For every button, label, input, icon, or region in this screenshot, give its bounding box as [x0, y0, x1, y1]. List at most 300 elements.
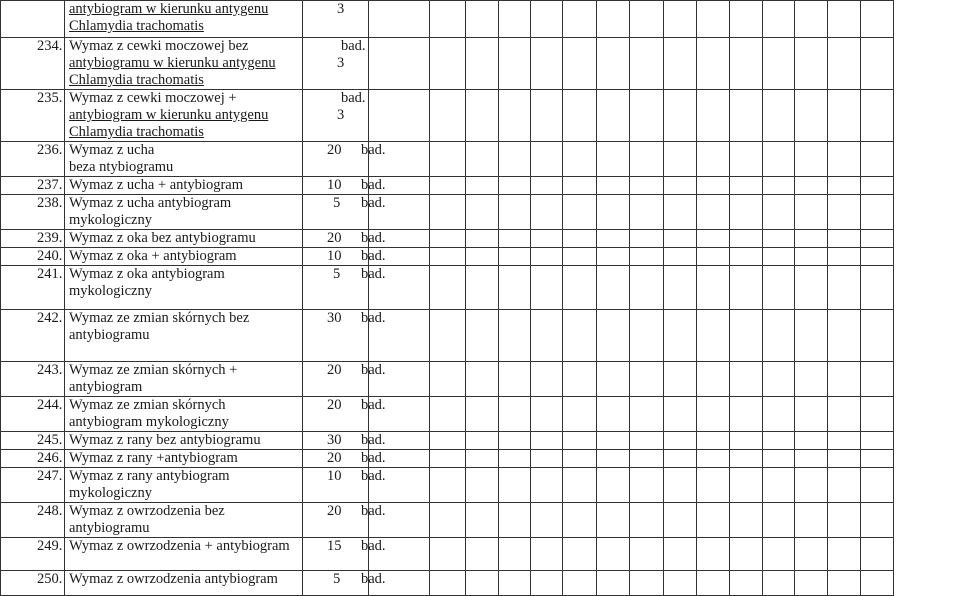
empty-cell [697, 177, 730, 195]
empty-cell [597, 195, 630, 230]
row-number: 247. [1, 468, 65, 503]
empty-cell [466, 432, 499, 450]
empty-cell [499, 432, 531, 450]
empty-cell [531, 177, 563, 195]
empty-cell [466, 397, 499, 432]
empty-cell [697, 230, 730, 248]
empty-cell [531, 90, 563, 142]
description-line: Wymaz z rany antybiogram [69, 468, 230, 484]
empty-cell [563, 90, 597, 142]
empty-cell [430, 468, 466, 503]
description-line: Wymaz z ucha [69, 142, 155, 158]
empty-cell [697, 503, 730, 538]
empty-cell [795, 195, 828, 230]
row-number: 244. [1, 397, 65, 432]
quantity-cell [303, 432, 369, 450]
empty-cell [795, 38, 828, 90]
table-row [1, 468, 894, 503]
empty-cell [531, 266, 563, 310]
empty-cell [861, 468, 894, 503]
empty-cell [531, 1, 563, 38]
unit-cell [361, 142, 430, 177]
quantity-value: 20 [327, 142, 342, 158]
row-number: 246. [1, 450, 65, 468]
unit-value: bad. [361, 266, 386, 282]
empty-cell [763, 450, 795, 468]
description-line: Wymaz ze zmian skórnych [69, 397, 226, 413]
empty-cell [430, 503, 466, 538]
quantity-cell [303, 310, 369, 362]
row-number: 243. [1, 362, 65, 397]
description-line: Wymaz z ucha antybiogram [69, 195, 232, 211]
quantity-value: 10 [327, 468, 342, 484]
description-line: Chlamydia trachomatis [69, 124, 204, 140]
empty-cell [499, 468, 531, 503]
empty-cell [861, 397, 894, 432]
empty-cell [828, 468, 861, 503]
unit-value: bad. [361, 310, 386, 326]
empty-cell [730, 310, 763, 362]
empty-cell [531, 450, 563, 468]
empty-cell [499, 266, 531, 310]
description-line: mykologiczny [69, 212, 152, 228]
empty-cell [763, 38, 795, 90]
empty-cell [630, 142, 664, 177]
empty-cell [730, 266, 763, 310]
description-line: Wymaz z oka bez antybiogramu [69, 230, 256, 246]
empty-cell [563, 195, 597, 230]
empty-cell [861, 142, 894, 177]
empty-cell [430, 432, 466, 450]
quantity-cell [303, 468, 369, 503]
empty-cell [597, 142, 630, 177]
empty-cell [531, 538, 563, 571]
row-number: 242. [1, 310, 65, 362]
empty-cell [730, 195, 763, 230]
empty-cell [763, 1, 795, 38]
empty-cell [630, 195, 664, 230]
empty-cell [763, 230, 795, 248]
empty-cell [763, 571, 795, 596]
description-line: mykologiczny [69, 283, 152, 299]
empty-cell [795, 468, 828, 503]
quantity-value: 3 [337, 55, 345, 71]
unit-value: bad. [341, 38, 366, 54]
empty-cell [664, 177, 697, 195]
unit-cell [369, 1, 430, 38]
row-number: 240. [1, 248, 65, 266]
empty-cell [563, 38, 597, 90]
unit-cell [361, 397, 430, 432]
empty-cell [861, 248, 894, 266]
empty-cell [563, 503, 597, 538]
row-description [65, 503, 303, 538]
row-description [65, 230, 303, 248]
empty-cell [430, 142, 466, 177]
empty-cell [664, 362, 697, 397]
empty-cell [664, 432, 697, 450]
empty-cell [466, 38, 499, 90]
description-line: Wymaz z rany +antybiogram [69, 450, 238, 466]
quantity-value: 10 [327, 177, 342, 193]
table-row [1, 177, 894, 195]
row-number [1, 1, 65, 38]
empty-cell [697, 538, 730, 571]
empty-cell [466, 142, 499, 177]
empty-cell [795, 571, 828, 596]
empty-cell [697, 362, 730, 397]
row-description [65, 468, 303, 503]
empty-cell [466, 503, 499, 538]
empty-cell [730, 248, 763, 266]
row-description [65, 538, 303, 571]
empty-cell [499, 90, 531, 142]
empty-cell [630, 38, 664, 90]
empty-cell [499, 230, 531, 248]
description-line: antybiogramu [69, 327, 150, 343]
quantity-cell [303, 450, 369, 468]
empty-cell [597, 503, 630, 538]
empty-cell [430, 571, 466, 596]
row-description [65, 195, 303, 230]
unit-cell [361, 571, 430, 596]
empty-cell [499, 38, 531, 90]
empty-cell [828, 177, 861, 195]
unit-value: bad. [361, 362, 386, 378]
quantity-cell [303, 230, 369, 248]
empty-cell [828, 248, 861, 266]
description-line: antybiogram w kierunku antygenu [69, 1, 269, 17]
row-number: 250. [1, 571, 65, 596]
empty-cell [630, 397, 664, 432]
empty-cell [597, 90, 630, 142]
empty-cell [697, 1, 730, 38]
empty-cell [664, 248, 697, 266]
quantity-cell [303, 38, 369, 90]
empty-cell [597, 571, 630, 596]
quantity-cell [303, 538, 369, 571]
description-line: antybiogram mykologiczny [69, 414, 229, 430]
empty-cell [664, 397, 697, 432]
empty-cell [795, 310, 828, 362]
row-description [65, 248, 303, 266]
empty-cell [795, 248, 828, 266]
unit-cell [361, 230, 430, 248]
empty-cell [531, 362, 563, 397]
quantity-value: 10 [327, 248, 342, 264]
empty-cell [795, 450, 828, 468]
empty-cell [730, 1, 763, 38]
quantity-value: 5 [333, 195, 341, 211]
empty-cell [861, 230, 894, 248]
empty-cell [430, 177, 466, 195]
table-row [1, 362, 894, 397]
table-row [1, 538, 894, 571]
empty-cell [499, 538, 531, 571]
empty-cell [531, 503, 563, 538]
row-description [65, 266, 303, 310]
empty-cell [730, 503, 763, 538]
description-line: Wymaz ze zmian skórnych bez [69, 310, 250, 326]
empty-cell [828, 450, 861, 468]
empty-cell [466, 248, 499, 266]
empty-cell [630, 310, 664, 362]
empty-cell [861, 310, 894, 362]
unit-value: bad. [361, 397, 386, 413]
unit-value: bad. [361, 450, 386, 466]
empty-cell [861, 195, 894, 230]
quantity-cell [303, 362, 369, 397]
row-description [65, 397, 303, 432]
table-row [1, 248, 894, 266]
empty-cell [730, 397, 763, 432]
empty-cell [499, 142, 531, 177]
empty-cell [828, 571, 861, 596]
empty-cell [763, 90, 795, 142]
empty-cell [430, 1, 466, 38]
empty-cell [795, 432, 828, 450]
empty-cell [466, 571, 499, 596]
empty-cell [861, 538, 894, 571]
unit-cell [361, 538, 430, 571]
empty-cell [730, 432, 763, 450]
empty-cell [563, 450, 597, 468]
unit-value: bad. [361, 195, 386, 211]
empty-cell [763, 468, 795, 503]
empty-cell [795, 397, 828, 432]
empty-cell [861, 362, 894, 397]
empty-cell [430, 310, 466, 362]
empty-cell [597, 230, 630, 248]
quantity-cell [303, 397, 369, 432]
empty-cell [861, 90, 894, 142]
empty-cell [664, 538, 697, 571]
empty-cell [763, 142, 795, 177]
empty-cell [430, 248, 466, 266]
unit-value: bad. [361, 230, 386, 246]
empty-cell [531, 248, 563, 266]
empty-cell [563, 142, 597, 177]
empty-cell [499, 1, 531, 38]
row-description [65, 90, 303, 142]
empty-cell [466, 1, 499, 38]
table-row [1, 432, 894, 450]
empty-cell [664, 468, 697, 503]
row-number: 235. [1, 90, 65, 142]
empty-cell [466, 468, 499, 503]
empty-cell [763, 177, 795, 195]
unit-value: bad. [341, 90, 366, 106]
table-row [1, 450, 894, 468]
row-number: 236. [1, 142, 65, 177]
empty-cell [499, 248, 531, 266]
empty-cell [861, 38, 894, 90]
empty-cell [531, 310, 563, 362]
empty-cell [430, 38, 466, 90]
quantity-cell [303, 1, 369, 38]
empty-cell [430, 397, 466, 432]
empty-cell [430, 195, 466, 230]
empty-cell [531, 195, 563, 230]
empty-cell [597, 362, 630, 397]
empty-cell [531, 468, 563, 503]
empty-cell [697, 90, 730, 142]
unit-value: bad. [361, 538, 386, 554]
row-number: 234. [1, 38, 65, 90]
empty-cell [563, 362, 597, 397]
empty-cell [430, 450, 466, 468]
empty-cell [697, 195, 730, 230]
quantity-cell [303, 248, 369, 266]
empty-cell [630, 177, 664, 195]
empty-cell [466, 177, 499, 195]
empty-cell [730, 177, 763, 195]
description-line: Wymaz z owrzodzenia bez [69, 503, 225, 519]
unit-cell [361, 503, 430, 538]
empty-cell [563, 248, 597, 266]
empty-cell [861, 450, 894, 468]
empty-cell [597, 397, 630, 432]
empty-cell [697, 38, 730, 90]
quantity-value: 20 [327, 362, 342, 378]
unit-cell [361, 468, 430, 503]
row-description [65, 362, 303, 397]
table-row [1, 195, 894, 230]
quantity-cell [303, 90, 369, 142]
empty-cell [697, 397, 730, 432]
empty-cell [466, 266, 499, 310]
description-line: Wymaz z oka antybiogram [69, 266, 225, 282]
empty-cell [664, 266, 697, 310]
empty-cell [630, 230, 664, 248]
empty-cell [597, 450, 630, 468]
empty-cell [430, 90, 466, 142]
empty-cell [795, 90, 828, 142]
unit-cell [341, 90, 430, 142]
empty-cell [828, 503, 861, 538]
empty-cell [531, 571, 563, 596]
row-description [65, 571, 303, 596]
row-number: 237. [1, 177, 65, 195]
quantity-value: 30 [327, 432, 342, 448]
empty-cell [828, 266, 861, 310]
row-description [65, 310, 303, 362]
empty-cell [430, 230, 466, 248]
row-description [65, 38, 303, 90]
empty-cell [630, 503, 664, 538]
empty-cell [499, 503, 531, 538]
empty-cell [466, 230, 499, 248]
empty-cell [499, 310, 531, 362]
table-row [1, 266, 894, 310]
quantity-value: 5 [333, 266, 341, 282]
empty-cell [597, 310, 630, 362]
row-number: 239. [1, 230, 65, 248]
empty-cell [795, 230, 828, 248]
empty-cell [630, 90, 664, 142]
unit-value: bad. [361, 571, 386, 587]
unit-value: bad. [361, 142, 386, 158]
empty-cell [563, 1, 597, 38]
empty-cell [597, 38, 630, 90]
description-line: Wymaz z cewki moczowej + [69, 90, 237, 106]
empty-cell [664, 142, 697, 177]
quantity-cell [303, 195, 369, 230]
empty-cell [828, 38, 861, 90]
empty-cell [828, 142, 861, 177]
empty-cell [630, 266, 664, 310]
unit-cell [361, 450, 430, 468]
empty-cell [697, 571, 730, 596]
quantity-cell [303, 266, 369, 310]
description-line: Wymaz z owrzodzenia antybiogram [69, 571, 278, 587]
description-line: Wymaz z rany bez antybiogramu [69, 432, 261, 448]
empty-cell [828, 1, 861, 38]
empty-cell [730, 538, 763, 571]
empty-cell [563, 432, 597, 450]
unit-cell [361, 177, 430, 195]
unit-value: bad. [361, 432, 386, 448]
empty-cell [466, 310, 499, 362]
row-description [65, 432, 303, 450]
row-number: 245. [1, 432, 65, 450]
description-line: Wymaz ze zmian skórnych + [69, 362, 238, 378]
empty-cell [664, 450, 697, 468]
empty-cell [430, 266, 466, 310]
table-row [1, 571, 894, 596]
description-line: mykologiczny [69, 485, 152, 501]
empty-cell [466, 538, 499, 571]
empty-cell [828, 362, 861, 397]
empty-cell [664, 503, 697, 538]
empty-cell [697, 248, 730, 266]
empty-cell [763, 432, 795, 450]
quantity-value: 15 [327, 538, 342, 554]
empty-cell [563, 397, 597, 432]
empty-cell [828, 195, 861, 230]
empty-cell [531, 38, 563, 90]
description-line: antybiogram [69, 379, 143, 395]
row-number: 248. [1, 503, 65, 538]
table-row [1, 90, 894, 142]
quantity-cell [303, 142, 369, 177]
quantity-value: 20 [327, 503, 342, 519]
empty-cell [664, 310, 697, 362]
empty-cell [664, 90, 697, 142]
empty-cell [499, 177, 531, 195]
empty-cell [630, 538, 664, 571]
table-row [1, 397, 894, 432]
empty-cell [795, 266, 828, 310]
empty-cell [730, 468, 763, 503]
description-line: Chlamydia trachomatis [69, 72, 204, 88]
empty-cell [697, 450, 730, 468]
row-number: 238. [1, 195, 65, 230]
empty-cell [828, 90, 861, 142]
quantity-value: 3 [337, 107, 345, 123]
empty-cell [861, 503, 894, 538]
empty-cell [499, 571, 531, 596]
empty-cell [763, 362, 795, 397]
empty-cell [861, 432, 894, 450]
empty-cell [597, 432, 630, 450]
row-description [65, 177, 303, 195]
empty-cell [828, 310, 861, 362]
description-line: Wymaz z owrzodzenia + antybiogram [69, 538, 290, 554]
empty-cell [697, 432, 730, 450]
empty-cell [664, 38, 697, 90]
row-description [65, 1, 303, 38]
